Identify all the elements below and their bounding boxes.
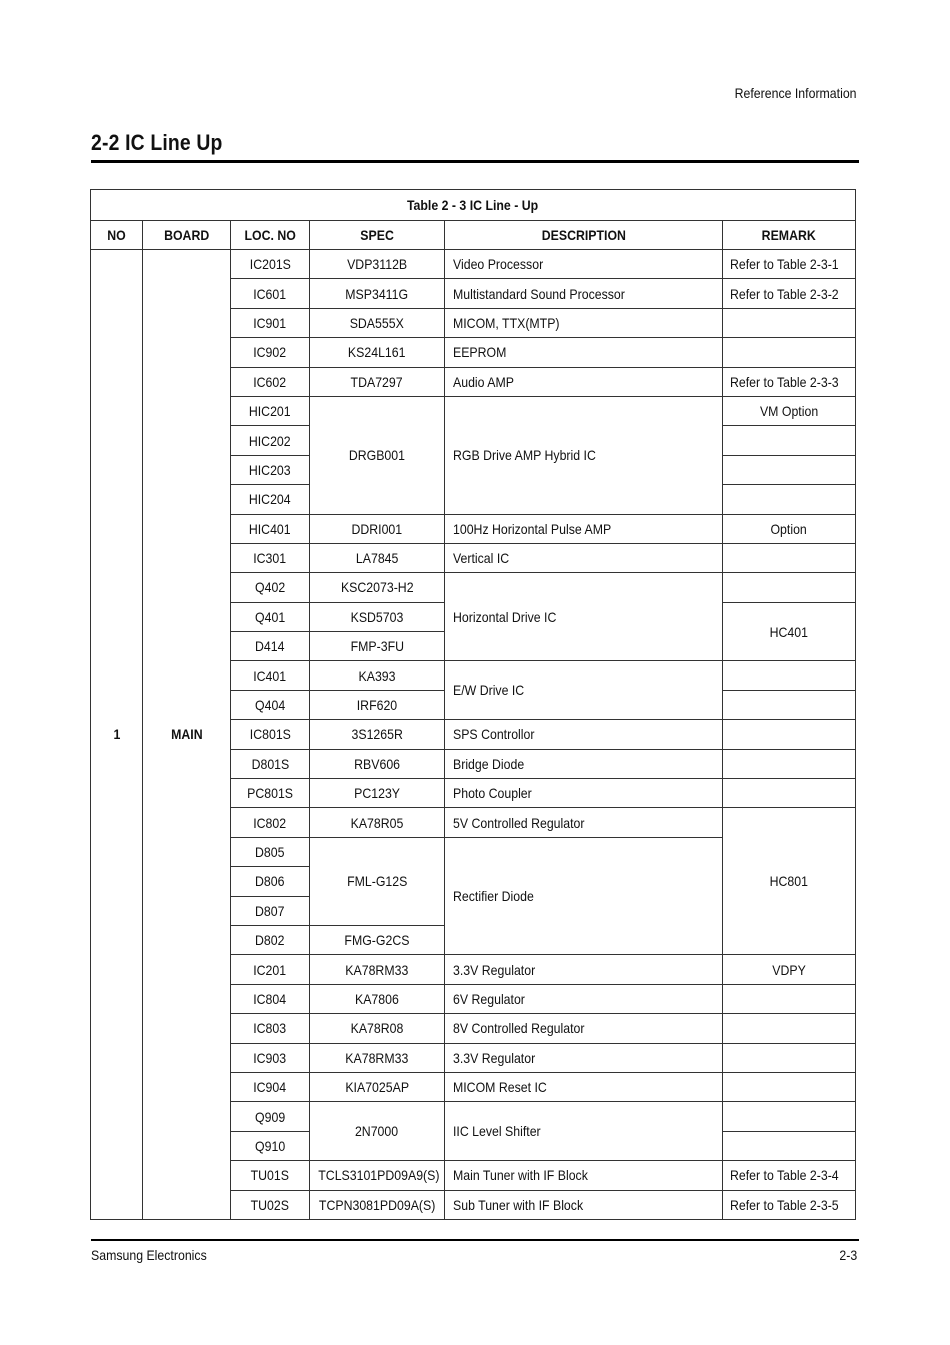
loc-cell: Q909 <box>231 1102 310 1131</box>
loc-cell: IC301 <box>231 543 310 572</box>
loc-cell: IC901 <box>231 308 310 337</box>
loc-cell: IC201 <box>231 955 310 984</box>
remark-cell <box>723 1131 856 1160</box>
table-caption: Table 2 - 3 IC Line - Up <box>91 190 856 221</box>
description-cell: SPS Controllor <box>445 720 723 749</box>
loc-cell: Q402 <box>231 573 310 602</box>
section-title: 2-2 IC Line Up <box>91 130 223 155</box>
spec-cell: TCLS3101PD09A9(S) <box>310 1161 445 1190</box>
spec-cell: RBV606 <box>310 749 445 778</box>
footer-page-number: 2-3 <box>839 1247 857 1263</box>
table-row <box>91 250 856 279</box>
remark-cell: HC401 <box>723 602 856 661</box>
description-cell: 5V Controlled Regulator <box>445 808 723 837</box>
spec-cell: KIA7025AP <box>310 1072 445 1101</box>
spec-cell: IRF620 <box>310 690 445 719</box>
description-cell: Audio AMP <box>445 367 723 396</box>
loc-cell: HIC401 <box>231 514 310 543</box>
no-cell: 1 <box>91 250 143 1220</box>
header-reference: Reference Information <box>735 85 857 101</box>
description-cell: IIC Level Shifter <box>445 1102 723 1161</box>
remark-cell <box>723 749 856 778</box>
remark-cell: Refer to Table 2-3-5 <box>723 1190 856 1219</box>
remark-cell <box>723 308 856 337</box>
loc-cell: IC801S <box>231 720 310 749</box>
loc-cell: Q401 <box>231 602 310 631</box>
description-cell: Main Tuner with IF Block <box>445 1161 723 1190</box>
spec-cell: FMP-3FU <box>310 632 445 661</box>
loc-cell: D414 <box>231 632 310 661</box>
spec-cell: TCPN3081PD09A(S) <box>310 1190 445 1219</box>
loc-cell: TU02S <box>231 1190 310 1219</box>
loc-cell: D807 <box>231 896 310 925</box>
remark-cell <box>723 338 856 367</box>
remark-cell: Refer to Table 2-3-2 <box>723 279 856 308</box>
description-cell: RGB Drive AMP Hybrid IC <box>445 396 723 514</box>
loc-cell: IC902 <box>231 338 310 367</box>
description-cell: 6V Regulator <box>445 984 723 1013</box>
spec-cell: SDA555X <box>310 308 445 337</box>
spec-cell: DRGB001 <box>310 396 445 514</box>
remark-cell <box>723 720 856 749</box>
remark-cell <box>723 1072 856 1101</box>
title-underline <box>91 160 859 163</box>
description-cell: MICOM, TTX(MTP) <box>445 308 723 337</box>
column-header-board: BOARD <box>143 221 231 250</box>
description-cell: Sub Tuner with IF Block <box>445 1190 723 1219</box>
loc-cell: D806 <box>231 867 310 896</box>
spec-cell: DDRI001 <box>310 514 445 543</box>
remark-cell: VDPY <box>723 955 856 984</box>
loc-cell: IC804 <box>231 984 310 1013</box>
spec-cell: KA7806 <box>310 984 445 1013</box>
column-header-spec: SPEC <box>310 221 445 250</box>
column-header-no: NO <box>91 221 143 250</box>
loc-cell: HIC202 <box>231 426 310 455</box>
loc-cell: PC801S <box>231 779 310 808</box>
description-cell: E/W Drive IC <box>445 661 723 720</box>
description-cell: 8V Controlled Regulator <box>445 1014 723 1043</box>
remark-cell: Refer to Table 2-3-1 <box>723 250 856 279</box>
spec-cell: KA78R08 <box>310 1014 445 1043</box>
column-header-description: DESCRIPTION <box>445 221 723 250</box>
footer-company: Samsung Electronics <box>91 1247 207 1263</box>
spec-cell: KS24L161 <box>310 338 445 367</box>
spec-cell: LA7845 <box>310 543 445 572</box>
loc-cell: HIC204 <box>231 485 310 514</box>
loc-cell: TU01S <box>231 1161 310 1190</box>
remark-cell: VM Option <box>723 396 856 425</box>
remark-cell: Refer to Table 2-3-4 <box>723 1161 856 1190</box>
loc-cell: IC904 <box>231 1072 310 1101</box>
loc-cell: IC903 <box>231 1043 310 1072</box>
description-cell: EEPROM <box>445 338 723 367</box>
board-cell: MAIN <box>143 250 231 1220</box>
spec-cell: FML-G12S <box>310 837 445 925</box>
description-cell: Vertical IC <box>445 543 723 572</box>
loc-cell: Q910 <box>231 1131 310 1160</box>
loc-cell: HIC203 <box>231 455 310 484</box>
remark-cell <box>723 485 856 514</box>
description-cell: Video Processor <box>445 250 723 279</box>
description-cell: Rectifier Diode <box>445 837 723 955</box>
column-header-remark: REMARK <box>723 221 856 250</box>
column-header-loc-no: LOC. NO <box>231 221 310 250</box>
remark-cell: Refer to Table 2-3-3 <box>723 367 856 396</box>
spec-cell: KA78R05 <box>310 808 445 837</box>
remark-cell <box>723 1014 856 1043</box>
footer-rule <box>91 1239 859 1241</box>
spec-cell: 3S1265R <box>310 720 445 749</box>
remark-cell <box>723 661 856 690</box>
loc-cell: D801S <box>231 749 310 778</box>
remark-cell <box>723 543 856 572</box>
spec-cell: KA78RM33 <box>310 955 445 984</box>
spec-cell: 2N7000 <box>310 1102 445 1161</box>
description-cell: 3.3V Regulator <box>445 955 723 984</box>
remark-cell <box>723 984 856 1013</box>
description-cell: Horizontal Drive IC <box>445 573 723 661</box>
remark-cell: Option <box>723 514 856 543</box>
loc-cell: HIC201 <box>231 396 310 425</box>
spec-cell: KSC2073-H2 <box>310 573 445 602</box>
spec-cell: FMG-G2CS <box>310 925 445 954</box>
description-cell: 3.3V Regulator <box>445 1043 723 1072</box>
description-cell: MICOM Reset IC <box>445 1072 723 1101</box>
ic-line-up-table <box>90 189 856 1220</box>
remark-cell <box>723 779 856 808</box>
description-cell: Multistandard Sound Processor <box>445 279 723 308</box>
loc-cell: D802 <box>231 925 310 954</box>
remark-cell: HC801 <box>723 808 856 955</box>
description-cell: Photo Coupler <box>445 779 723 808</box>
spec-cell: PC123Y <box>310 779 445 808</box>
remark-cell <box>723 690 856 719</box>
remark-cell <box>723 1102 856 1131</box>
loc-cell: IC601 <box>231 279 310 308</box>
loc-cell: D805 <box>231 837 310 866</box>
remark-cell <box>723 455 856 484</box>
spec-cell: MSP3411G <box>310 279 445 308</box>
spec-cell: KSD5703 <box>310 602 445 631</box>
description-cell: Bridge Diode <box>445 749 723 778</box>
loc-cell: IC401 <box>231 661 310 690</box>
loc-cell: IC602 <box>231 367 310 396</box>
loc-cell: IC802 <box>231 808 310 837</box>
loc-cell: IC201S <box>231 250 310 279</box>
spec-cell: KA78RM33 <box>310 1043 445 1072</box>
spec-cell: VDP3112B <box>310 250 445 279</box>
remark-cell <box>723 1043 856 1072</box>
remark-cell <box>723 573 856 602</box>
spec-cell: TDA7297 <box>310 367 445 396</box>
loc-cell: Q404 <box>231 690 310 719</box>
spec-cell: KA393 <box>310 661 445 690</box>
description-cell: 100Hz Horizontal Pulse AMP <box>445 514 723 543</box>
remark-cell <box>723 426 856 455</box>
loc-cell: IC803 <box>231 1014 310 1043</box>
